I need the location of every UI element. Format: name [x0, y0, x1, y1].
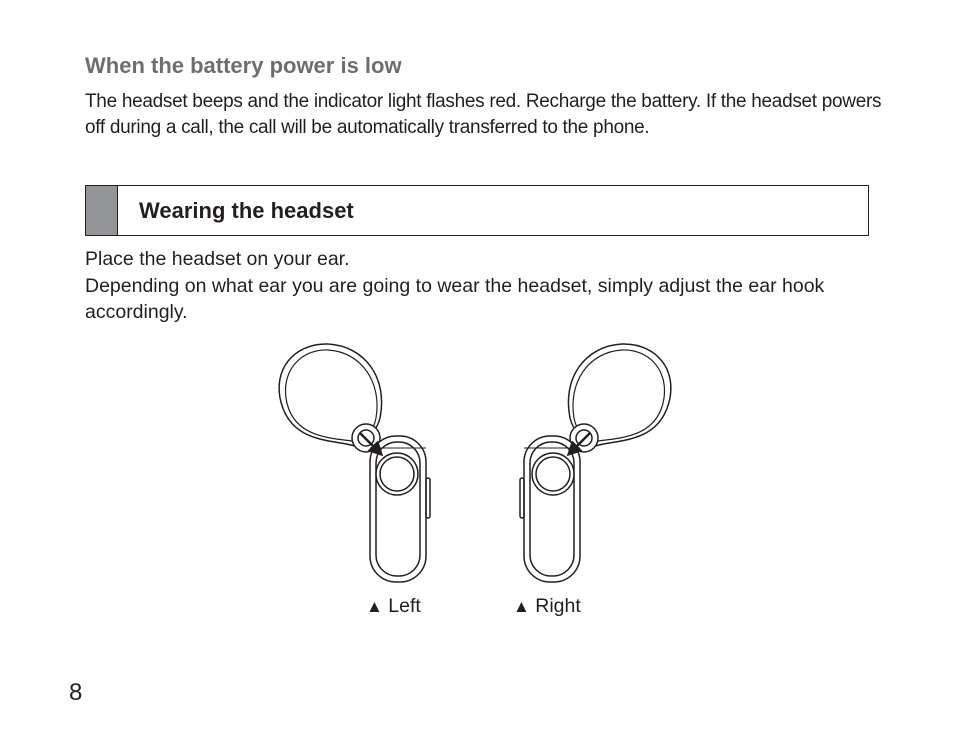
triangle-icon: ▲: [366, 597, 383, 616]
section-header: [85, 185, 869, 236]
page-number: 8: [69, 679, 83, 706]
headset-illustration: [270, 338, 680, 588]
right-caption-label: Right: [535, 595, 581, 617]
left-headset-drawing: [279, 344, 430, 582]
instruction-line-2: Depending on what ear you are going to wear the headset, simply adjust the ear hook accordingly.: [85, 274, 825, 323]
wearing-instructions: [85, 246, 875, 326]
right-headset-drawing: [520, 344, 671, 582]
left-caption: [366, 595, 421, 618]
right-caption: [513, 595, 581, 618]
low-battery-heading: When the battery power is low: [85, 53, 402, 78]
section-title: Wearing the headset: [139, 198, 354, 223]
low-battery-text: The headset beeps and the indicator light flashes red. Recharge the battery. If the headset powers off during a call, the call will be automatically transferred to the phone.: [85, 91, 882, 138]
instruction-line-1: Place the headset on your ear.: [85, 248, 350, 270]
left-caption-label: Left: [388, 595, 421, 617]
section-marker-bar: [86, 186, 118, 235]
triangle-icon: ▲: [513, 597, 530, 616]
